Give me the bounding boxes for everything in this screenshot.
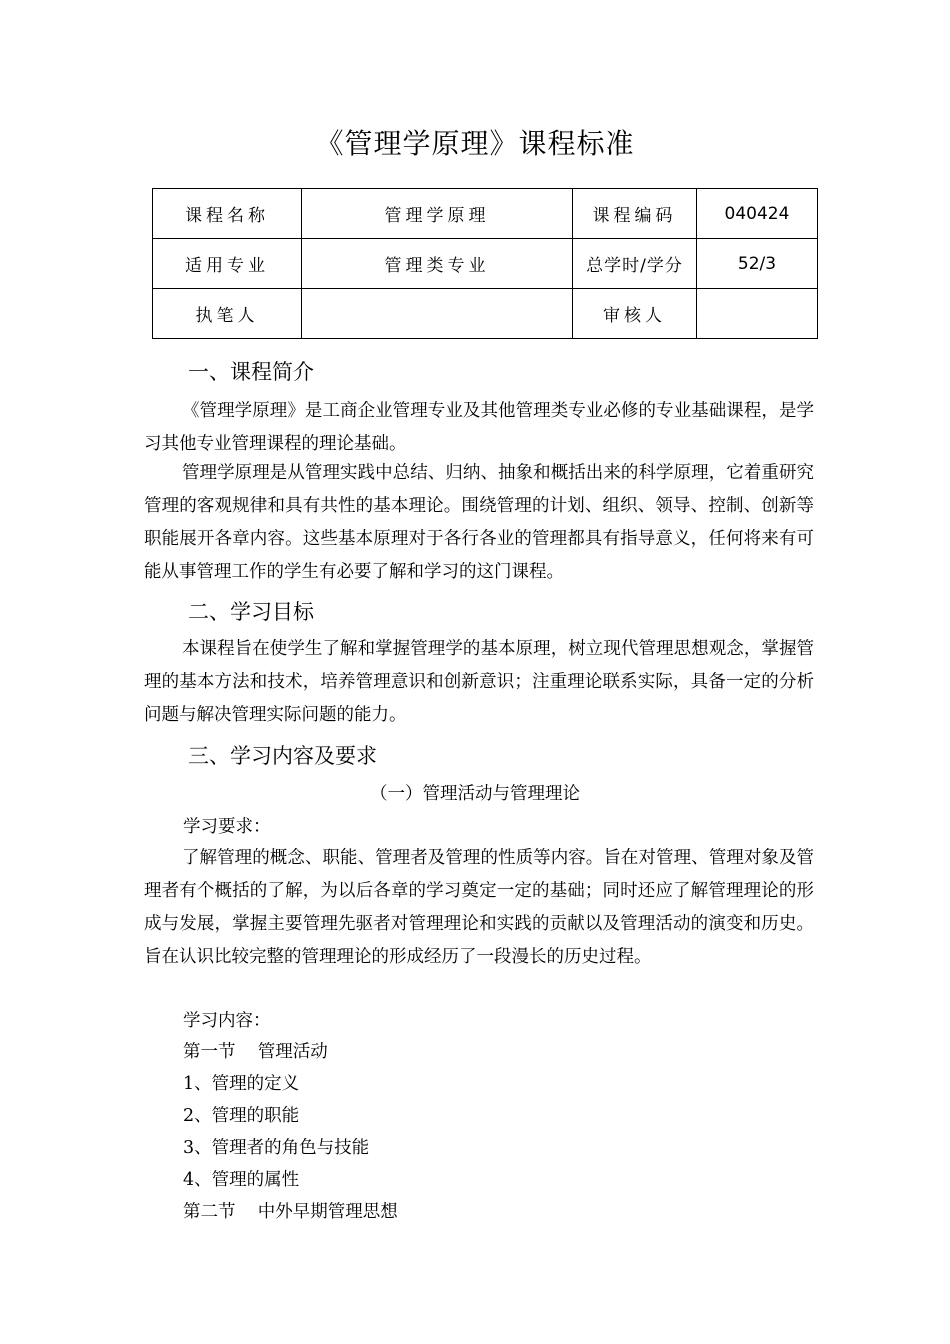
course-code-label: 课程编码 — [573, 189, 697, 239]
table-row — [153, 289, 818, 339]
table-row — [153, 239, 818, 289]
reviewer-value — [697, 289, 818, 339]
major-value: 管理类专业 — [302, 239, 573, 289]
requirements-label: 学习要求： — [183, 817, 271, 837]
intro-paragraph-1: 《管理学原理》是工商企业管理专业及其他管理类专业必修的专业基础课程，是学习其他专业管理课程的理论基础。 — [144, 401, 814, 454]
requirements-paragraph: 了解管理的概念、职能、管理者及管理的性质等内容。旨在对管理、管理对象及管理者有个概括的了解，为以后各章的学习奠定一定的基础；同时还应了解管理理论的形成与发展，掌握主要管理先驱者对管理理论和实践的贡献以及管理活动的演变和历史。旨在认识比较完整的管理理论的形成经历了一段漫长的历史过程。 — [144, 848, 814, 967]
list-item: 第一节 管理活动 — [183, 1042, 328, 1062]
subsection-heading: （一）管理活动与管理理论 — [370, 784, 580, 804]
course-name-label: 课程名称 — [153, 189, 302, 239]
list-item: 1、管理的定义 — [183, 1074, 300, 1094]
section-heading-goals: 二、学习目标 — [188, 600, 314, 624]
course-info-table — [152, 188, 818, 339]
content-label: 学习内容： — [183, 1011, 271, 1031]
author-label: 执笔人 — [153, 289, 302, 339]
hours-value: 52/3 — [697, 239, 818, 289]
course-code-value: 040424 — [697, 189, 818, 239]
list-item: 3、管理者的角色与技能 — [183, 1138, 370, 1158]
author-value — [302, 289, 573, 339]
section-heading-content: 三、学习内容及要求 — [188, 744, 377, 768]
list-item: 4、管理的属性 — [183, 1170, 300, 1190]
table-row — [153, 189, 818, 239]
goals-paragraph: 本课程旨在使学生了解和掌握管理学的基本原理，树立现代管理思想观念，掌握管理的基本方法和技术，培养管理意识和创新意识；注重理论联系实际，具备一定的分析问题与解决管理实际问题的能力。 — [144, 639, 814, 725]
course-name-value: 管理学原理 — [302, 189, 573, 239]
reviewer-label: 审核人 — [573, 289, 697, 339]
hours-label: 总学时/学分 — [573, 239, 697, 289]
section-heading-intro: 一、课程简介 — [188, 360, 314, 384]
major-label: 适用专业 — [153, 239, 302, 289]
document-title: 《管理学原理》课程标准 — [315, 127, 635, 160]
list-item: 第二节 中外早期管理思想 — [183, 1202, 398, 1222]
intro-paragraph-2: 管理学原理是从管理实践中总结、归纳、抽象和概括出来的科学原理，它着重研究管理的客观规律和具有共性的基本理论。围绕管理的计划、组织、领导、控制、创新等职能展开各章内容。这些基本原理对于各行各业的管理都具有指导意义，任何将来有可能从事管理工作的学生有必要了解和学习的这门课程。 — [144, 463, 814, 582]
list-item: 2、管理的职能 — [183, 1106, 300, 1126]
